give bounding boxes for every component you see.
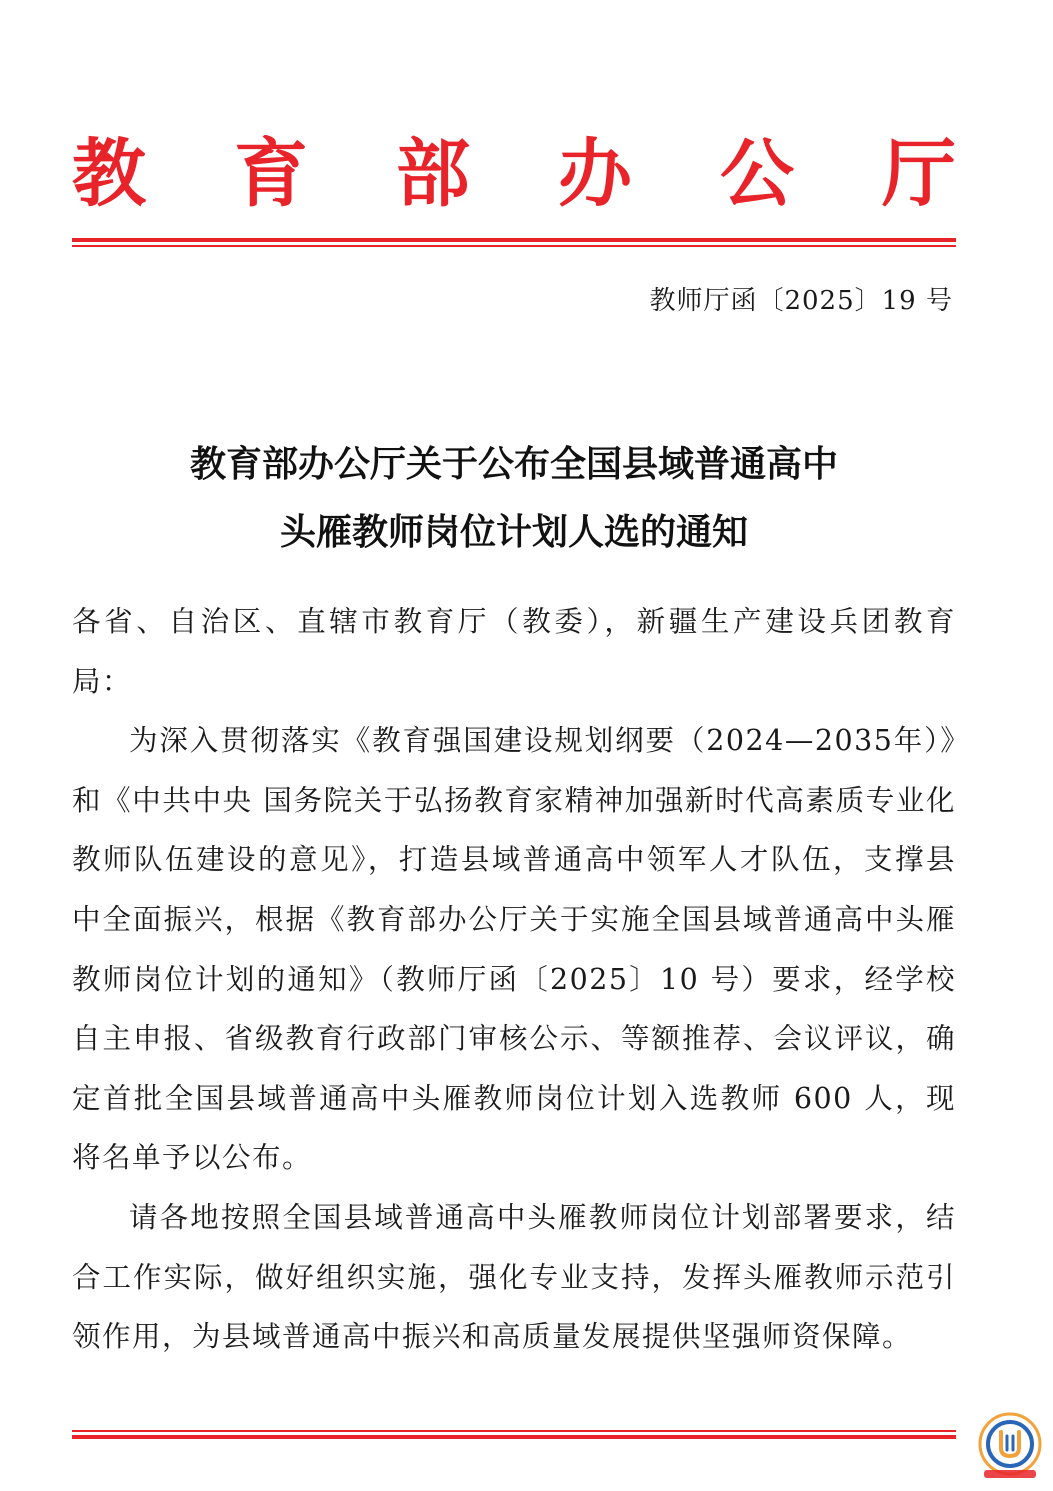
document-body	[72, 592, 956, 1367]
header-divider	[72, 238, 956, 247]
masthead	[72, 128, 956, 220]
divider-thin-line	[72, 1430, 956, 1432]
divider-thick-line	[72, 238, 956, 242]
document-number: 教师厅函〔2025〕19 号	[649, 286, 953, 316]
masthead-char: 公	[720, 131, 794, 217]
masthead-char: 育	[234, 131, 308, 217]
document-title	[72, 430, 956, 566]
watermark-logo-icon	[974, 1410, 1046, 1482]
masthead-char: 教	[72, 131, 146, 217]
divider-thick-line	[72, 1435, 956, 1439]
title-line-1: 教育部办公厅关于公布全国县域普通高中	[189, 443, 838, 485]
masthead-char: 厅	[882, 131, 956, 217]
divider-thin-line	[72, 245, 956, 247]
body-paragraph-2: 请各地按照全国县域普通高中头雁教师岗位计划部署要求，结合工作实际，做好组织实施，强化专业支持，发挥头雁教师示范引领作用，为县域普通高中振兴和高质量发展提供坚强师资保障。	[72, 1200, 956, 1354]
body-paragraph-1: 为深入贯彻落实《教育强国建设规划纲要（2024—2035年）》和《中共中央 国务院关于弘扬教育家精神加强新时代高素质专业化教师队伍建设的意见》，打造县域普通高中领军人才队伍，支撑县中全面振兴，根据《教育部办公厅关于实施全国县域普通高中头雁教师岗位计划的通知》（教师厅函〔2025〕10 号）要求，经学校自主申报、省级教育行政部门审核公示、等额推荐、会议评议，确定首批全国县域普通高中头雁教师岗位计划入选教师 600 人，现将名单予以公布。	[72, 724, 956, 1175]
salutation: 各省、自治区、直辖市教育厅（教委），新疆生产建设兵团教育局：	[72, 605, 956, 698]
title-line-2: 头雁教师岗位计划人选的通知	[279, 511, 748, 553]
masthead-char: 办	[558, 131, 632, 217]
footer-divider	[72, 1430, 956, 1439]
masthead-char: 部	[396, 131, 470, 217]
